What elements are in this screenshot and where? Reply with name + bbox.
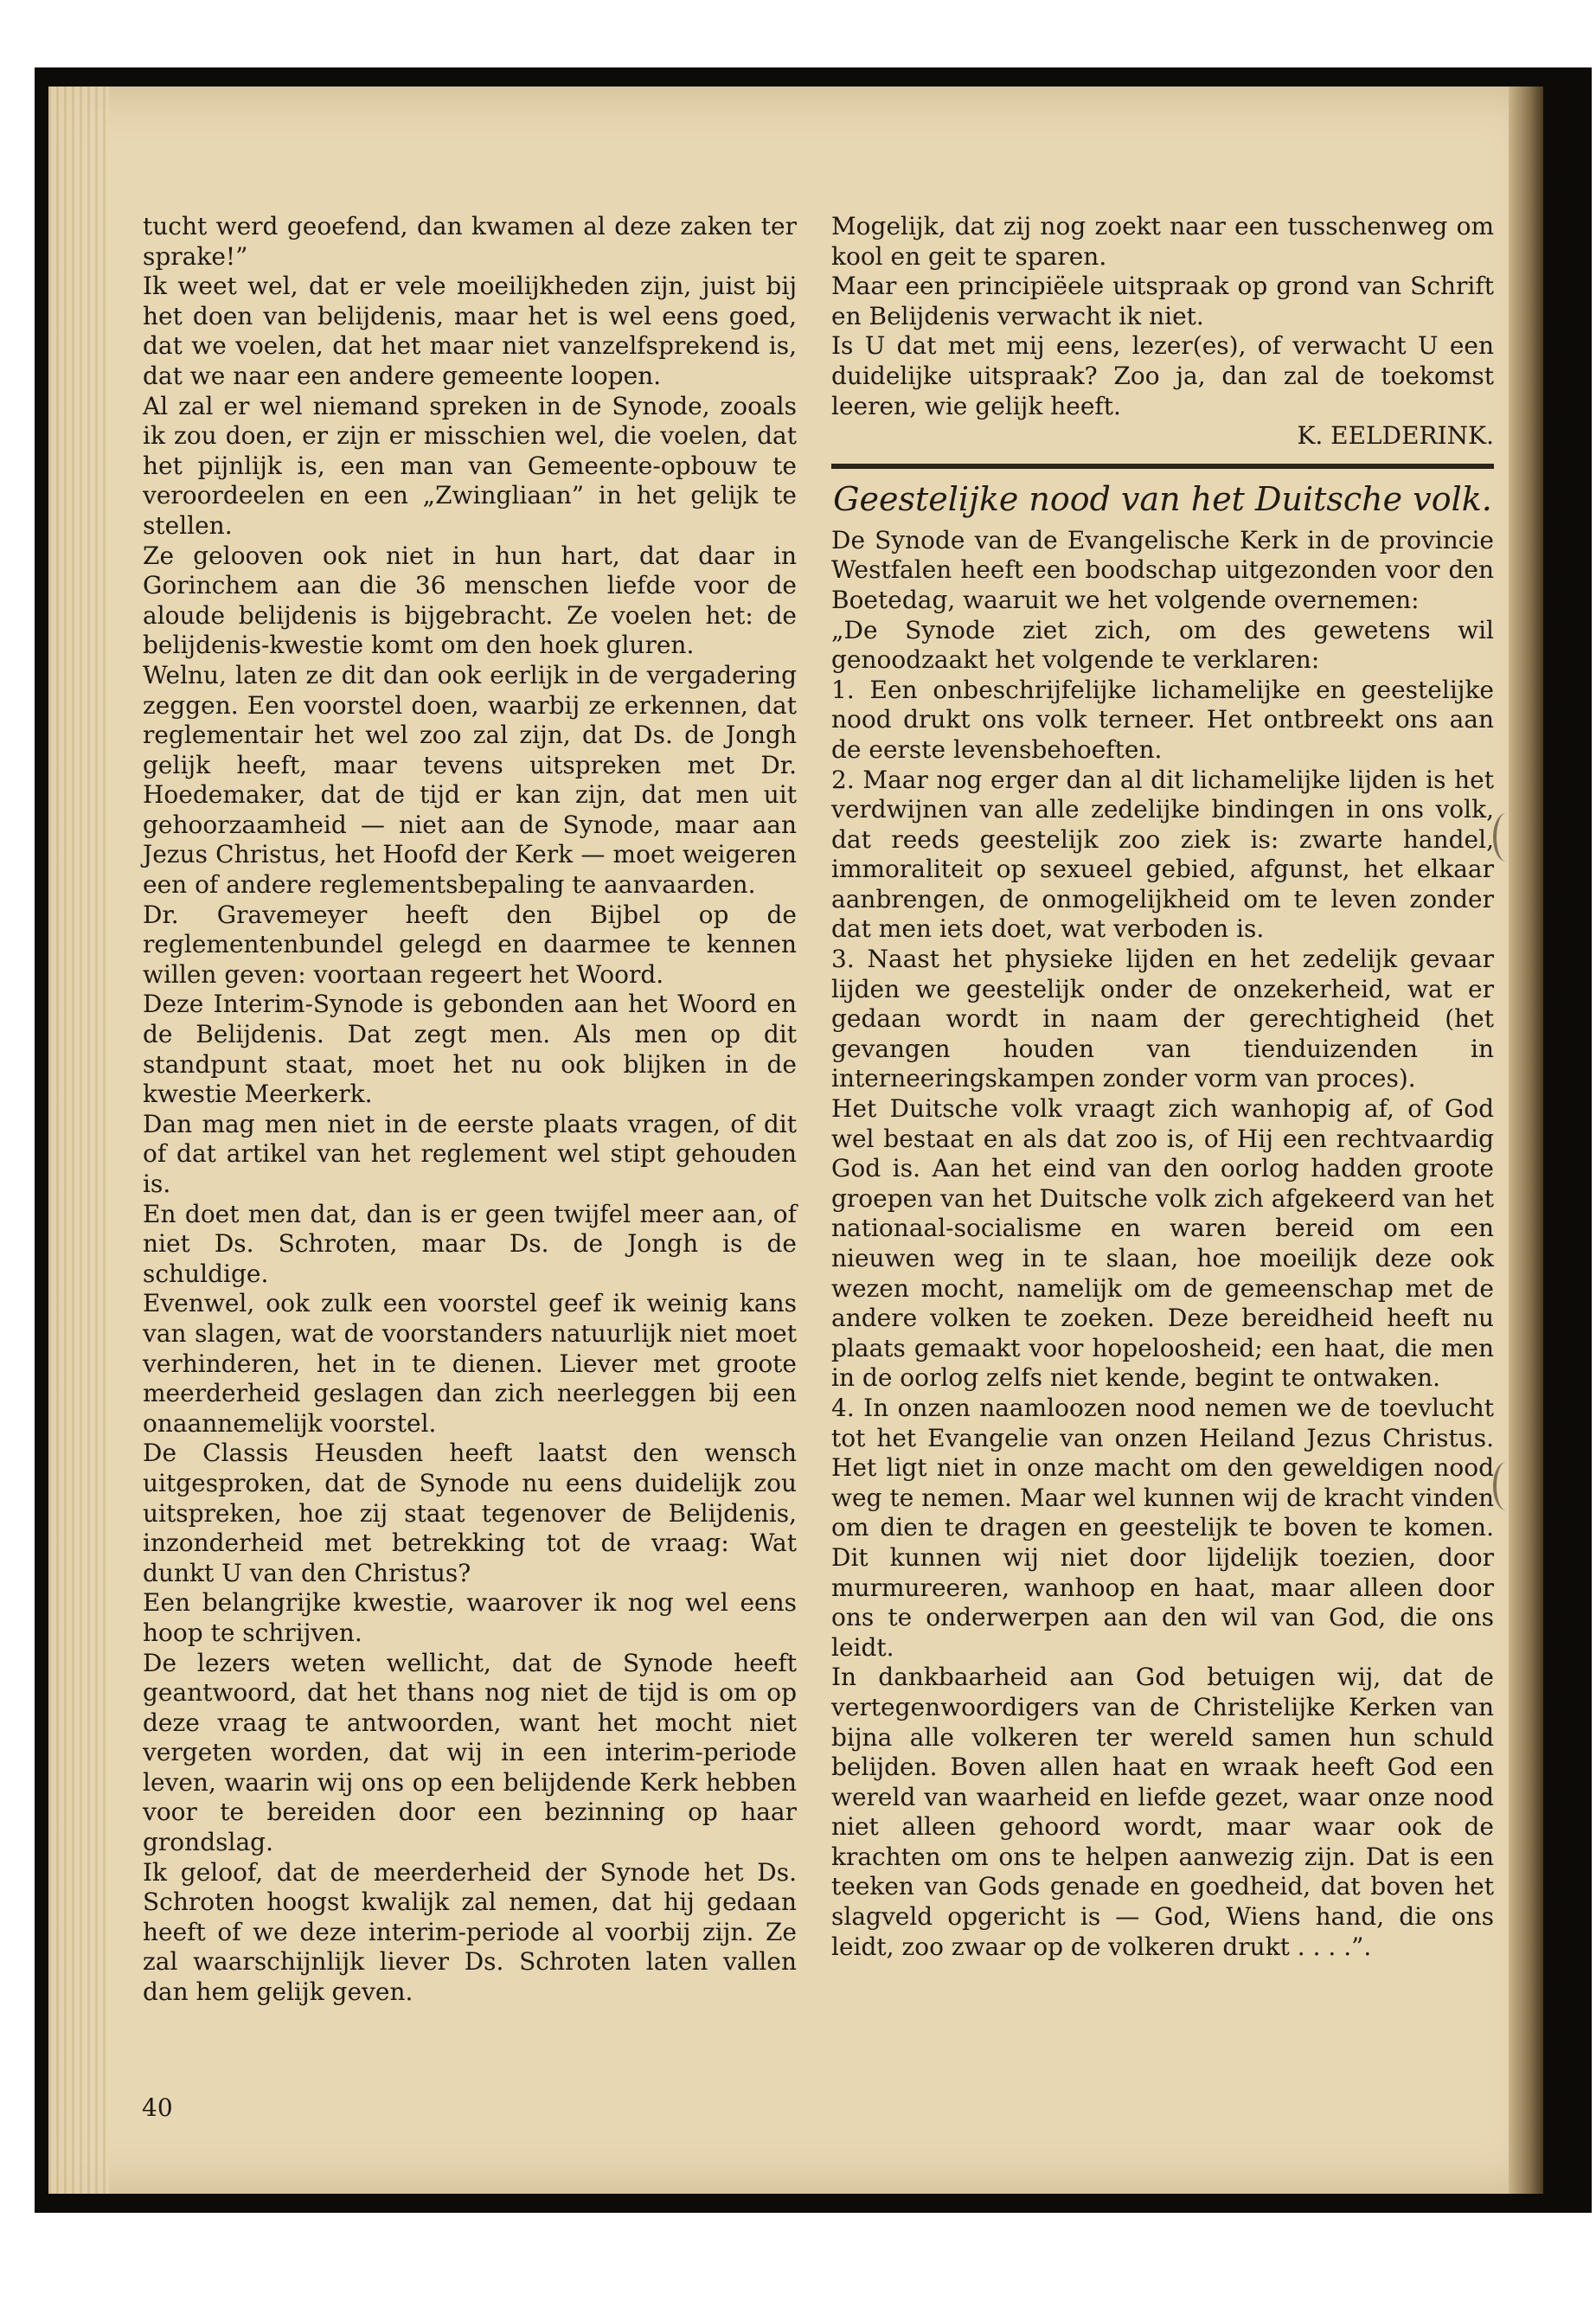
article-paragraph: In dankbaarheid aan God betuigen wij, dat de vertegenwoordigers van de Christelijke Kerken van bijna alle volkeren ter wereld samen hun schuld belijden. Boven allen haat en wraak heeft God een wereld van waarheid en liefde gezet, waar onze nood niet alleen gehoord wordt, maar waar ook de krachten om ons te helpen aanwezig zijn. Dat is een teeken van Gods genade en goedheid, dat boven het slagveld opgericht is — God, Wiens hand, die ons leidt, zoo zwaar op de volkeren drukt . . . .”. (831, 1663, 1494, 1961)
left-paragraph: Deze Interim-Synode is gebonden aan het Woord en de Belijdenis. Dat zegt men. Als men op dit standpunt staat, moet het nu ook blijken in de kwestie Meerkerk. (143, 990, 797, 1109)
section-divider (831, 464, 1494, 469)
right-column (831, 212, 1494, 1962)
book-spine (1509, 87, 1543, 2194)
page-edge-stack (48, 87, 109, 2194)
author-signature: K. EELDERINK. (1297, 421, 1494, 451)
left-paragraph: tucht werd geoefend, dan kwamen al deze zaken ter sprake!” (143, 212, 797, 271)
left-paragraph: Een belangrijke kwestie, waarover ik nog wel eens hoop te schrijven. (143, 1588, 797, 1647)
article-paragraph: De Synode van de Evangelische Kerk in de provincie Westfalen heeft een boodschap uitgezonden voor den Boetedag, waaruit we het volgende overnemen: (831, 525, 1494, 614)
left-paragraph: Al zal er wel niemand spreken in de Synode, zooals ik zou doen, er zijn er misschien wel, die voelen, dat het pijnlijk is, een man van Gemeente-opbouw te veroordeelen en een „Zwingliaan” in het gelijk te stellen. (143, 391, 797, 540)
left-paragraph: Ik geloof, dat de meerderheid der Synode het Ds. Schroten hoogst kwalijk zal nemen, dat hij gedaan heeft of we deze interim-periode al voorbij zijn. Ze zal waarschijnlijk liever Ds. Schroten laten vallen dan hem gelijk geven. (143, 1857, 797, 2007)
book-page (48, 87, 1543, 2194)
left-paragraph: Ik weet wel, dat er vele moeilijkheden zijn, juist bij het doen van belijdenis, maar het is wel eens goed, dat we voelen, dat het maar niet vanzelfsprekend is, dat we naar een andere gemeente loopen. (143, 272, 797, 390)
margin-pencil-mark (1493, 813, 1519, 862)
left-paragraph: De Classis Heusden heeft laatst den wensch uitgesproken, dat de Synode nu eens duidelijk zou uitspreken, hoe zij staat tegenover de Belijdenis, inzonderheid met betrekking tot de vraag: Wat dunkt U van den Christus? (143, 1439, 797, 1587)
left-paragraph: En doet men dat, dan is er geen twijfel meer aan, of niet Ds. Schroten, maar Ds. de Jongh is de schuldige. (143, 1199, 797, 1288)
article-paragraph: 2. Maar nog erger dan al dit lichamelijke lijden is het verdwijnen van alle zedelijke bindingen in ons volk, dat reeds geestelijk zoo ziek is: zwarte handel, immoraliteit op sexueel gebied, afgunst, het elkaar aanbrengen, de onmogelijkheid om te leven zonder dat men iets doet, wat verboden is. (831, 765, 1494, 944)
left-paragraph: Dan mag men niet in de eerste plaats vragen, of dit of dat artikel van het reglement wel stipt gehouden is. (143, 1109, 797, 1198)
left-paragraph: Welnu, laten ze dit dan ook eerlijk in de vergadering zeggen. Een voorstel doen, waarbij ze erkennen, dat reglementair het wel zoo zal zijn, dat Ds. de Jongh gelijk heeft, maar tevens uitspreken met Dr. Hoedemaker, dat de tijd er kan zijn, dat men uit gehoorzaamheid — niet aan de Synode, maar aan Jezus Christus, het Hoofd der Kerk — moet weigeren een of andere reglementsbepaling te aanvaarden. (143, 660, 797, 900)
left-paragraph: Dr. Gravemeyer heeft den Bijbel op de reglementenbundel gelegd en daarmee te kennen willen geven: voortaan regeert het Woord. (143, 900, 797, 989)
left-paragraph: Ze gelooven ook niet in hun hart, dat daar in Gorinchem aan die 36 menschen liefde voor de aloude belijdenis is bijgebracht. Ze voelen het: de belijdenis-kwestie komt om den hoek gluren. (143, 541, 797, 660)
article-paragraph: 3. Naast het physieke lijden en het zedelijk gevaar lijden we geestelijk onder de onzekerheid, wat er gedaan wordt in naam der gerechtigheid (het gevangen houden van tienduizenden in interneeringskampen zonder vorm van proces). (831, 945, 1494, 1093)
right-intro-paragraph: Maar een principiëele uitspraak op grond van Schrift en Belijdenis verwacht ik niet. (831, 272, 1494, 330)
article-paragraph: Het Duitsche volk vraagt zich wanhopig af, of God wel bestaat en als dat zoo is, of Hij een rechtvaardig God is. Aan het eind van den oorlog hadden groote groepen van het Duitsche volk zich afgekeerd van het nationaal-socialisme en waren bereid om een nieuwen weg in te slaan, hoe moeilijk deze ook wezen mocht, namelijk om de gemeenschap met de andere volken te zoeken. Deze bereidheid heeft nu plaats gemaakt voor hopeloosheid; een haat, die men in de oorlog zelfs niet kende, begint te ontwaken. (831, 1094, 1494, 1393)
article-paragraph: 4. In onzen naamloozen nood nemen we de toevlucht tot het Evangelie van onzen Heiland Jezus Christus. Het ligt niet in onze macht om den geweldigen nood weg te nemen. Maar wel kunnen wij de kracht vinden om dien te dragen en geestelijk te boven te komen. Dit kunnen wij niet door lijdelijk toezien, door murmureeren, wanhoop en haat, maar alleen door ons te onderwerpen aan den wil van God, die ons leidt. (831, 1393, 1494, 1662)
article-title: Geestelijke nood van het Duitsche volk. (833, 479, 1492, 518)
right-intro-paragraph: Is U dat met mij eens, lezer(es), of verwacht U een duidelijke uitspraak? Zoo ja, dan zal de toekomst leeren, wie gelijk heeft. (831, 331, 1494, 420)
left-paragraph: Evenwel, ook zulk een voorstel geef ik weinig kans van slagen, wat de voorstanders natuurlijk niet moet verhinderen, het in te dienen. Liever met groote meerderheid geslagen dan zich neerleggen bij een onaannemelijk voorstel. (143, 1289, 797, 1438)
margin-pencil-mark (1493, 1462, 1519, 1510)
page-number: 40 (142, 2093, 173, 2122)
article-paragraph: 1. Een onbeschrijfelijke lichamelijke en geestelijke nood drukt ons volk terneer. Het ontbreekt ons aan de eerste levensbehoeften. (831, 675, 1494, 764)
article-paragraph: „De Synode ziet zich, om des gewetens wil genoodzaakt het volgende te verklaren: (831, 615, 1494, 675)
left-column (143, 212, 797, 2008)
left-paragraph: De lezers weten wellicht, dat de Synode heeft geantwoord, dat het thans nog niet de tijd is om op deze vraag te antwoorden, want het mocht niet vergeten worden, dat wij in een interim-periode leven, waarin wij ons op een belijdende Kerk hebben voor te bereiden door een bezinning op haar grondslag. (143, 1648, 797, 1857)
right-intro-paragraph: Mogelijk, dat zij nog zoekt naar een tusschenweg om kool en geit te sparen. (831, 212, 1494, 271)
